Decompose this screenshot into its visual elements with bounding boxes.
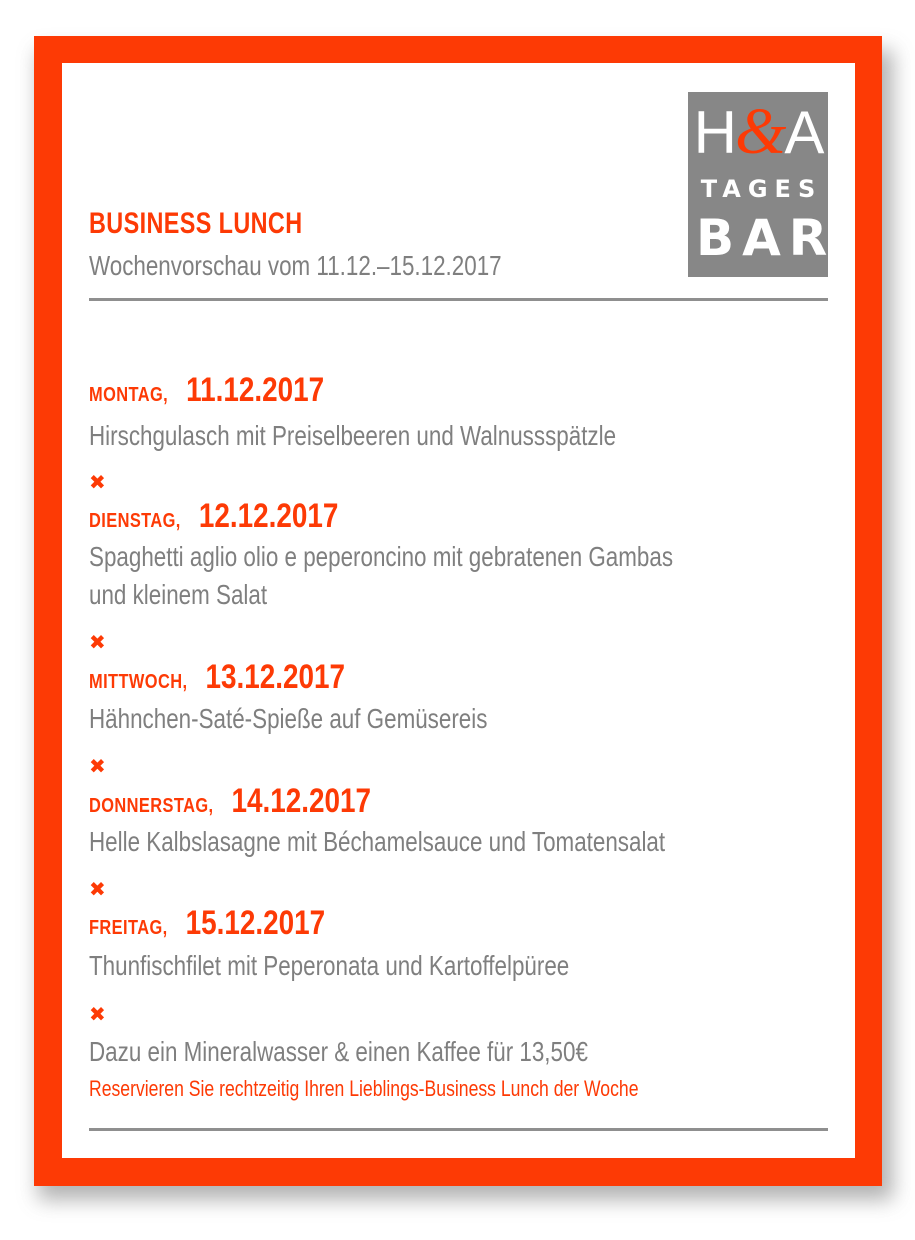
extras-text: Dazu ein Mineralwasser & einen Kaffee für 13,50€ bbox=[89, 1036, 588, 1067]
logo-ha bbox=[688, 95, 828, 168]
dish-wednesday bbox=[89, 700, 487, 738]
dish-line: Thunfischfilet mit Peperonata und Kartoffelpüree bbox=[89, 950, 570, 981]
dish-thursday bbox=[89, 823, 665, 861]
logo-ampersand: & bbox=[734, 95, 785, 168]
day-heading-tuesday bbox=[89, 497, 338, 536]
day-heading-wednesday bbox=[89, 658, 345, 697]
reservation-note: Reservieren Sie rechtzeitig Ihren Lieblings-Business Lunch der Woche bbox=[89, 1076, 639, 1101]
day-date: 15.12.2017 bbox=[185, 904, 326, 942]
logo-tages: TAGES bbox=[700, 175, 823, 203]
separator-icon: ✖ bbox=[89, 754, 106, 778]
dish-monday bbox=[89, 417, 616, 455]
day-name: MONTAG, bbox=[89, 384, 169, 406]
dish-line: Spaghetti aglio olio e peperoncino mit gebratenen Gambas bbox=[89, 541, 674, 572]
day-name: DONNERSTAG, bbox=[89, 795, 214, 817]
logo-h: H bbox=[693, 99, 735, 166]
dish-line: Hähnchen-Saté-Spieße auf Gemüsereis bbox=[89, 703, 488, 734]
logo-a: A bbox=[784, 99, 823, 166]
dish-line: Helle Kalbslasagne mit Béchamelsauce und Tomatensalat bbox=[89, 826, 666, 857]
separator-icon: ✖ bbox=[89, 630, 106, 654]
bottom-divider bbox=[89, 1128, 828, 1131]
dish-line: Hirschgulasch mit Preiselbeeren und Walnussspätzle bbox=[89, 420, 617, 451]
day-heading-thursday bbox=[89, 782, 371, 821]
logo bbox=[688, 92, 836, 277]
day-date: 12.12.2017 bbox=[198, 497, 339, 535]
day-heading-friday bbox=[89, 904, 325, 943]
top-divider bbox=[89, 298, 828, 301]
separator-icon: ✖ bbox=[89, 877, 106, 901]
day-date: 13.12.2017 bbox=[205, 658, 346, 696]
separator-icon: ✖ bbox=[89, 1002, 106, 1026]
day-name: MITTWOCH, bbox=[89, 671, 188, 693]
logo-bar: BAR bbox=[696, 209, 836, 267]
day-heading-monday bbox=[89, 371, 324, 410]
separator-icon: ✖ bbox=[89, 470, 106, 494]
day-name: DIENSTAG, bbox=[89, 510, 181, 532]
dish-friday bbox=[89, 947, 569, 985]
dish-tuesday bbox=[89, 538, 673, 614]
page-subtitle: Wochenvorschau vom 11.12.–15.12.2017 bbox=[89, 250, 502, 281]
day-date: 11.12.2017 bbox=[186, 371, 325, 409]
day-date: 14.12.2017 bbox=[231, 782, 372, 820]
dish-line: und kleinem Salat bbox=[89, 579, 268, 610]
page-title: BUSINESS LUNCH bbox=[89, 207, 303, 240]
day-name: FREITAG, bbox=[89, 917, 168, 939]
